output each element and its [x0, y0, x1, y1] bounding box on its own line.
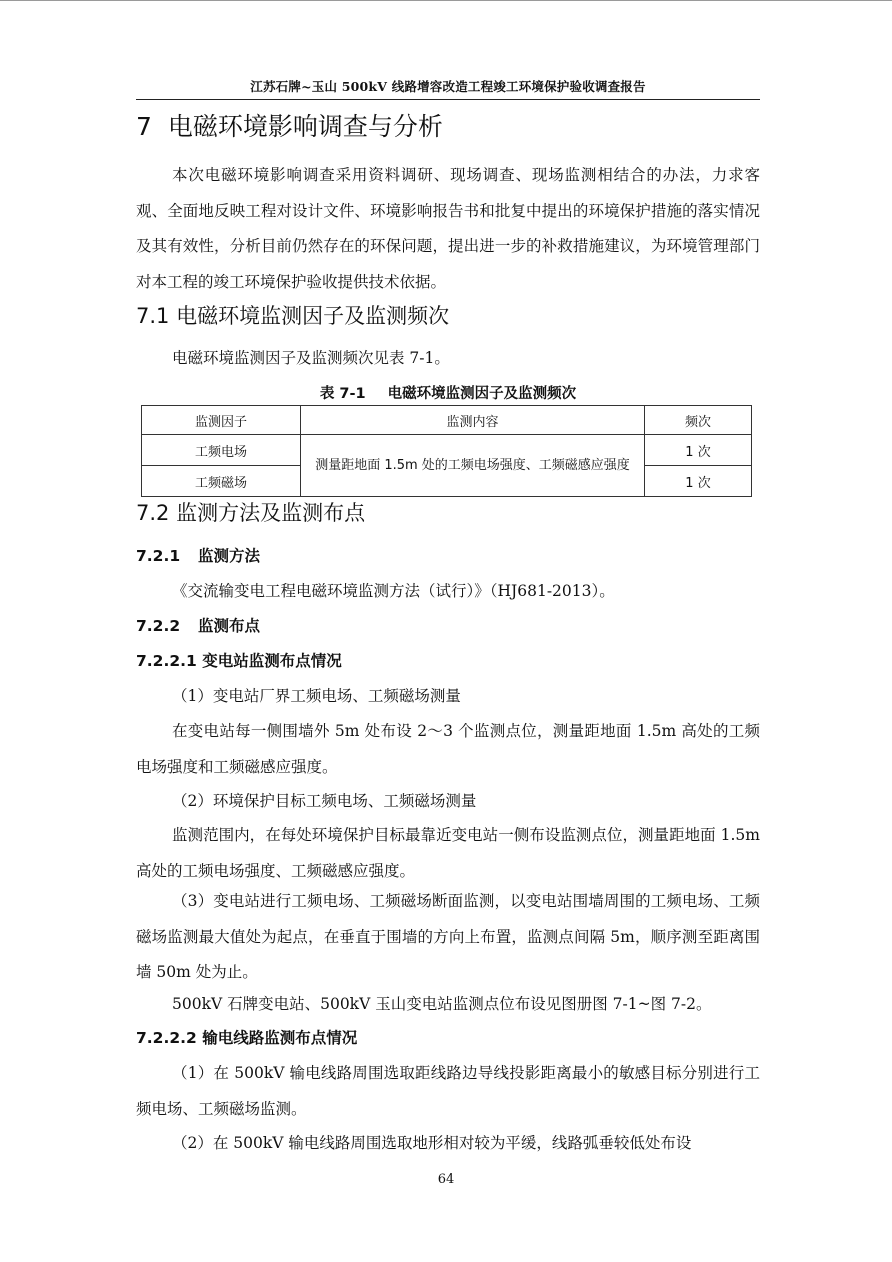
intro-paragraph: 本次电磁环境影响调查采用资料调研、现场调查、现场监测相结合的办法，力求客观、全面地反映工程对设计文件、环境影响报告书和批复中提出的环境保护措施的落实情况及其有效性，分析目前仍然存在的环保问题，提出进一步的补救措施建议，为环境管理部门对本工程的竣工环境保护验收提供技术依据。	[136, 166, 760, 291]
chapter-number: 7	[136, 112, 152, 141]
header-rule	[136, 99, 760, 100]
table-row	[142, 435, 752, 466]
substation-figure-reference: 500kV 石牌变电站、500kV 玉山变电站监测点位布设见图册图 7-1~图 7-2。	[172, 995, 712, 1013]
line-item-1-text: （1）在 500kV 输电线路周围选取距线路边导线投影距离最小的敏感目标分别进行工频电场、工频磁场监测。	[136, 1064, 760, 1118]
page-header: 江苏石牌~玉山 500kV 线路增容改造工程竣工环境保护验收调查报告	[250, 79, 646, 94]
table-cell-content: 测量距地面 1.5m 处的工频电场强度、工频磁感应强度	[301, 435, 645, 497]
table-header-factor: 监测因子	[142, 406, 301, 435]
table-cell-factor: 工频磁场	[142, 466, 301, 497]
section-7-2-2-1-heading: 7.2.2.1 变电站监测布点情况	[136, 652, 342, 670]
section-7-1-text: 电磁环境监测因子及监测频次见表 7-1。	[172, 349, 450, 367]
substation-item-3-text: （3）变电站进行工频电场、工频磁场断面监测，以变电站围墙周围的工频电场、工频磁场监测最大值处为起点，在垂直于围墙的方向上布置，监测点间隔 5m，顺序测至距离围墙 50m 处为止。	[136, 892, 760, 981]
chapter-heading	[136, 110, 760, 144]
section-7-2-2-heading	[136, 614, 760, 638]
substation-item-1-text: 在变电站每一侧围墙外 5m 处布设 2～3 个监测点位，测量距地面 1.5m 高处的工频电场强度和工频磁感应强度。	[136, 722, 760, 776]
section-7-2-2-title: 监测布点	[198, 617, 261, 635]
table-caption	[136, 382, 760, 403]
section-7-1-heading: 7.1 电磁环境监测因子及监测频次	[136, 304, 450, 328]
page-number: 64	[437, 1172, 455, 1187]
method-text: 《交流输变电工程电磁环境监测方法（试行）》（HJ681-2013）。	[172, 582, 615, 600]
section-7-2-1-heading	[136, 544, 760, 568]
section-7-2-2-2-heading: 7.2.2.2 输电线路监测布点情况	[136, 1029, 358, 1047]
table-header-frequency: 频次	[645, 406, 752, 435]
section-7-2-2-number: 7.2.2	[136, 617, 181, 635]
table-cell-frequency: 1 次	[645, 466, 752, 497]
line-item-2-text: （2）在 500kV 输电线路周围选取地形相对较为平缓，线路弧垂较低处布设	[172, 1134, 692, 1152]
table-header-content: 监测内容	[301, 406, 645, 435]
table-caption-number: 表 7-1	[319, 386, 366, 402]
section-7-2-1-number: 7.2.1	[136, 547, 181, 565]
monitoring-factor-table	[141, 405, 752, 497]
substation-item-2: （2）环境保护目标工频电场、工频磁场测量	[172, 792, 477, 810]
substation-item-1: （1）变电站厂界工频电场、工频磁场测量	[172, 687, 461, 705]
section-7-2-heading: 7.2 监测方法及监测布点	[136, 501, 366, 525]
table-header-row	[142, 406, 752, 435]
table-caption-title: 电磁环境监测因子及监测频次	[387, 386, 577, 402]
table-cell-frequency: 1 次	[645, 435, 752, 466]
table-cell-factor: 工频电场	[142, 435, 301, 466]
substation-item-2-text: 监测范围内，在每处环境保护目标最靠近变电站一侧布设监测点位，测量距地面 1.5m 高处的工频电场强度、工频磁感应强度。	[136, 826, 760, 880]
chapter-title: 电磁环境影响调查与分析	[167, 112, 443, 141]
section-7-2-1-title: 监测方法	[198, 547, 261, 565]
top-border-line	[0, 0, 892, 1]
